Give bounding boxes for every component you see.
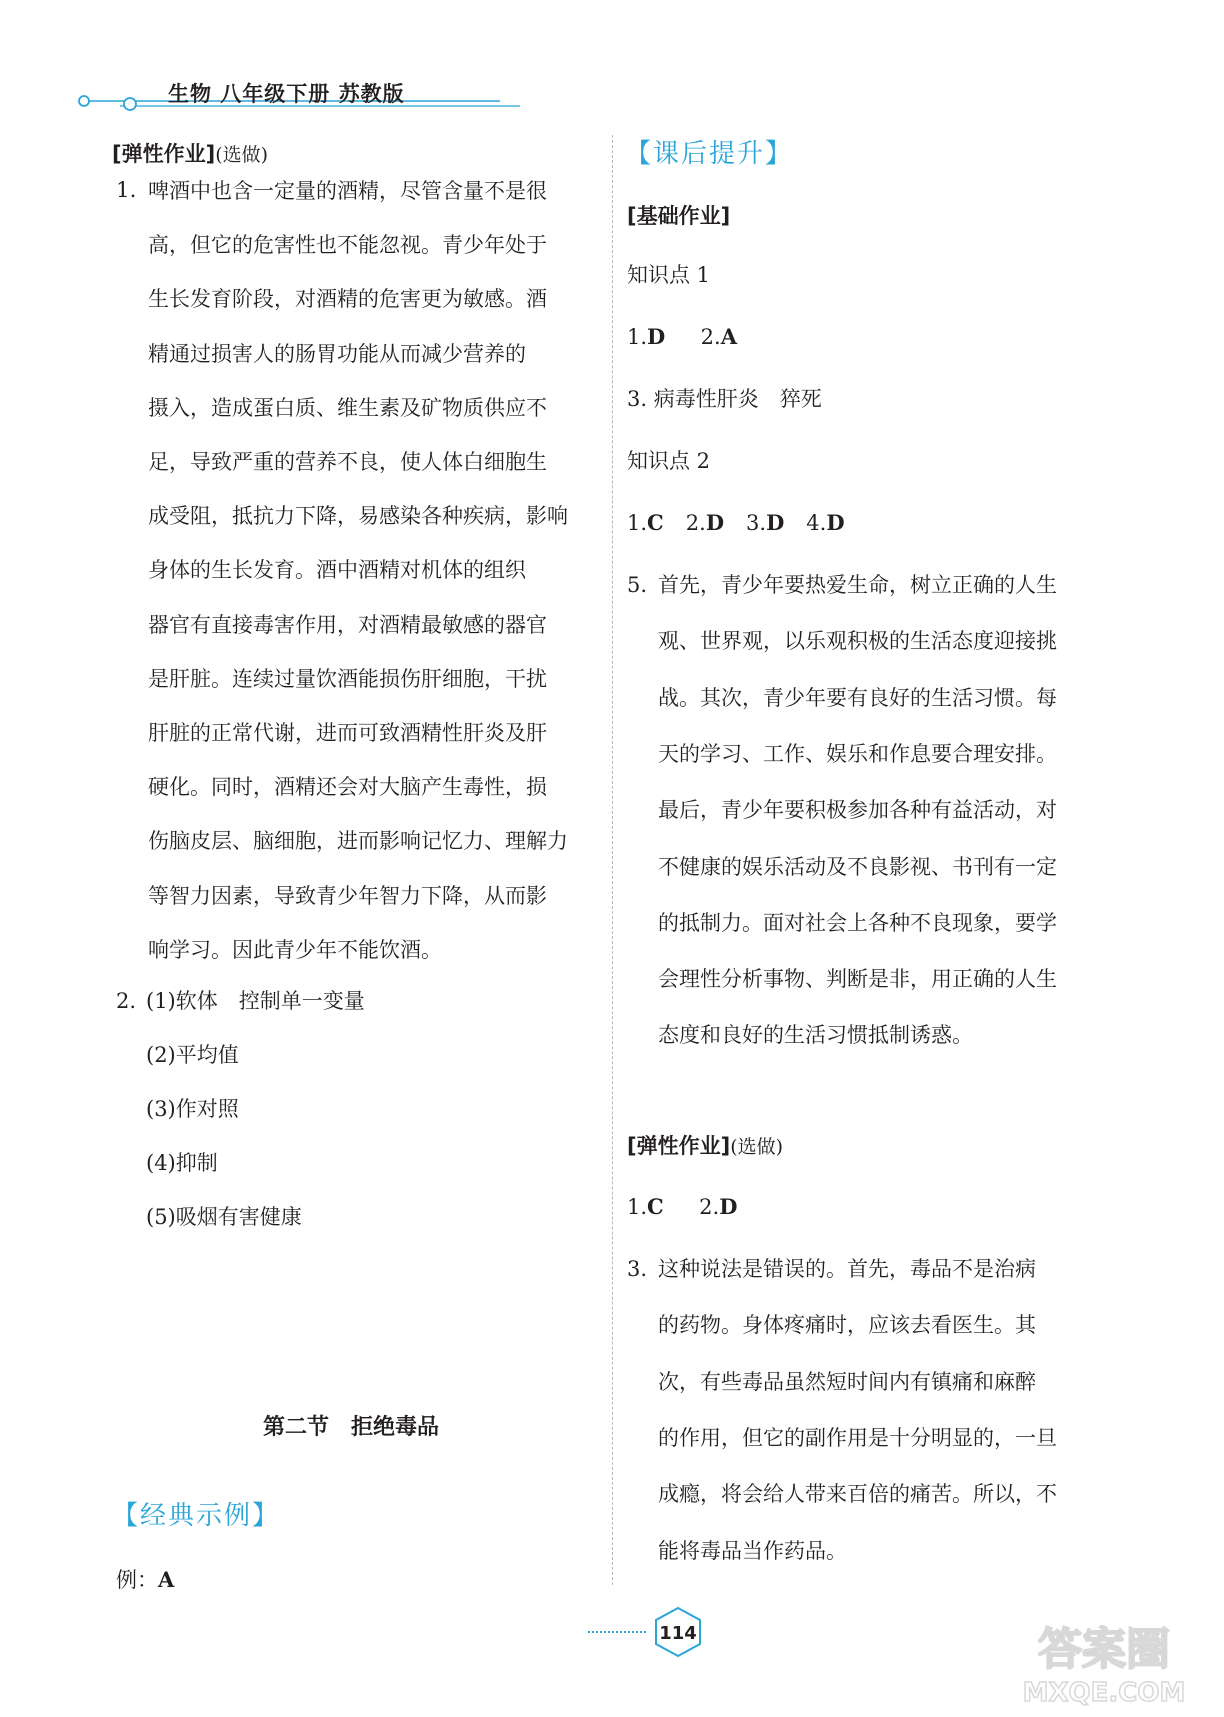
page-header [0,0,1224,130]
elastic-tag-text: [弹性作业] [627,1134,731,1158]
after-class-heading: 【课后提升】 [625,139,794,169]
paragraph-line: 态度和良好的生活习惯抵制诱惑。 [658,1023,973,1048]
paragraph-line: 伤脑皮层、脑细胞，进而影响记忆力、理解力 [148,829,568,854]
watermark-text: 答案圈 [1038,1624,1170,1675]
paragraph-line: 能将毒品当作药品。 [658,1538,847,1563]
example-answer-value: A [158,1567,175,1592]
answer-value: C [647,510,664,535]
answer-value: D [826,510,845,535]
paragraph-line: 啤酒中也含一定量的酒精，尽管含量不是很 [148,179,547,203]
paragraph-line: 成受阻，抵抗力下降，易感染各种疾病，影响 [148,504,568,529]
paragraph-line: 肝脏的正常代谢，进而可致酒精性肝炎及肝 [148,721,547,745]
paragraph-line: 成瘾，将会给人带来百倍的痛苦。所以，不 [658,1482,1057,1507]
answer-number: 2. [700,325,721,349]
paragraph-line: 摄入，造成蛋白质、维生素及矿物质供应不 [148,395,547,420]
paragraph-line: 战。其次，青少年要有良好的生活习惯。每 [658,685,1057,710]
paragraph-line: 观、世界观，以乐观积极的生活态度迎接挑 [658,629,1057,654]
paragraph-line: 硬化。同时，酒精还会对大脑产生毒性，损 [148,775,547,800]
paragraph-line: 身体的生长发育。酒中酒精对机体的组织 [148,558,526,583]
paragraph-line: 生长发育阶段，对酒精的危害更为敏感。酒 [148,287,547,312]
answer-number: 1. [627,1195,648,1219]
answer-item [627,511,664,535]
sub-answer: (4)抑制 [146,1151,218,1175]
paragraph-line: 响学习。因此青少年不能饮酒。 [148,937,442,962]
kp1-answers [627,322,737,352]
answer-item [806,511,844,535]
question-number: 1. [116,178,137,203]
answer-number: 1. [627,325,648,349]
paragraph-line: 次，有些毒品虽然短时间内有镇痛和麻醉 [658,1369,1036,1394]
answer-item [746,511,784,535]
elastic-homework-label-left [112,138,268,168]
page-number: 114 [659,1623,697,1644]
answer-number: 1. [627,511,648,535]
knowledge-point-2: 知识点 2 [627,449,711,473]
classic-example-heading: 【经典示例】 [112,1501,281,1531]
paragraph-line: 足，导致严重的营养不良，使人体白细胞生 [148,450,547,474]
paragraph-line: 天的学习、工作、娱乐和作息要合理安排。 [658,741,1057,766]
answer-number: 2. [685,511,706,535]
watermark-url: MXQE.COM [1022,1678,1186,1708]
paragraph-line: 的抵制力。面对社会上各种不良现象，要学 [658,910,1057,935]
answer-value: A [720,324,737,349]
answer-value: D [705,510,725,535]
elastic-answers [627,1192,737,1222]
paragraph-line: 的药物。身体疼痛时，应该去看医生。其 [658,1313,1036,1338]
elastic-homework-label-right [627,1130,783,1160]
basic-homework-label: [基础作业] [627,204,731,228]
book-title: 生物 八年级下册 苏教版 [168,82,405,106]
elastic-opt-text: (选做) [215,144,269,166]
answer-item [686,511,724,535]
kp1-question-3: 3. 病毒性肝炎 猝死 [627,387,822,411]
sub-answer: (5)吸烟有害健康 [146,1205,302,1229]
paragraph-line: 这种说法是错误的。首先，毒品不是治病 [658,1257,1036,1281]
paragraph-line: 最后，青少年要积极参加各种有益活动，对 [658,798,1057,823]
answer-value: D [719,1194,738,1219]
sub-answer: (2)平均值 [146,1043,239,1067]
left-question-2-number: 2. [116,989,137,1013]
paragraph-line: 精通过损害人的肠胃功能从而减少营养的 [148,341,526,366]
column-divider [612,135,613,1585]
right-question-3-number: 3. [627,1257,648,1281]
answer-number: 2. [699,1195,720,1219]
example-answer [116,1565,174,1595]
paragraph-line: 首先，青少年要热爱生命，树立正确的人生 [658,573,1057,597]
right-question-5-number: 5. [627,573,648,597]
paragraph-line: 的作用，但它的副作用是十分明显的，一旦 [658,1425,1057,1450]
knowledge-point-1: 知识点 1 [627,263,711,287]
paragraph-line: 器官有直接毒害作用，对酒精最敏感的器官 [148,612,547,637]
page-number-badge [528,1600,708,1660]
paragraph-line: 等智力因素，导致青少年智力下降，从而影 [148,883,547,908]
paragraph-line: 不健康的娱乐活动及不良影视、书刊有一定 [658,854,1057,879]
answer-value: D [766,510,785,535]
example-label: 例： [116,1568,158,1592]
paragraph-line: 会理性分析事物、判断是非，用正确的人生 [658,967,1057,992]
answer-value: D [647,324,666,349]
answer-number: 4. [806,511,827,535]
kp2-answers [627,508,867,538]
paragraph-line: 高，但它的危害性也不能忽视。青少年处于 [148,233,547,258]
answer-number: 3. [746,511,767,535]
watermark-logo [1004,1609,1204,1709]
answer-value: C [647,1194,664,1219]
sub-answer: (3)作对照 [146,1097,239,1121]
elastic-opt-text: (选做) [730,1136,784,1158]
paragraph-line: 是肝脏。连续过量饮酒能损伤肝细胞，干扰 [148,666,547,691]
section-title: 第二节 拒绝毒品 [263,1415,440,1440]
sub-answer: (1)软体 控制单一变量 [146,989,365,1013]
elastic-tag-text: [弹性作业] [112,142,216,166]
